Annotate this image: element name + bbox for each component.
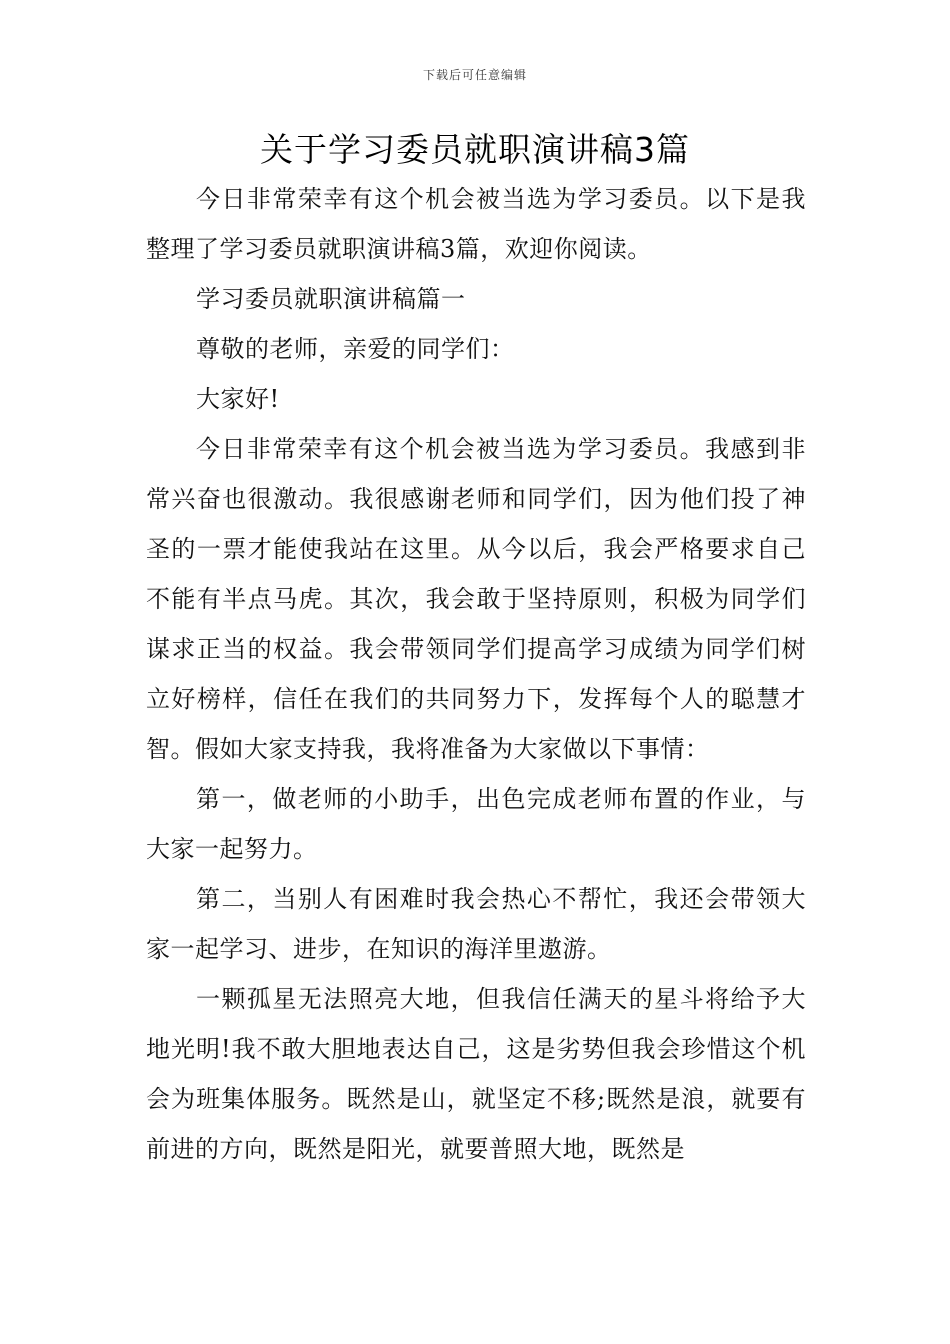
- intro-paragraph: 今日非常荣幸有这个机会被当选为学习委员。以下是我整理了学习委员就职演讲稿3篇，欢迎你阅读。: [146, 185, 806, 263]
- header-note: 下载后可任意编辑: [422, 68, 527, 82]
- salutation: 尊敬的老师，亲爱的同学们：: [196, 335, 515, 363]
- section-heading: 学习委员就职演讲稿篇一: [196, 285, 466, 313]
- document-title: 关于学习委员就职演讲稿3篇: [260, 130, 690, 169]
- body-paragraph: 今日非常荣幸有这个机会被当选为学习委员。我感到非常兴奋也很激动。我很感谢老师和同学们，因为他们投了神圣的一票才能使我站在这里。从今以后，我会严格要求自己不能有半点马虎。其次，我会敢于坚持原则，积极为同学们谋求正当的权益。我会带领同学们提高学习成绩为同学们树立好榜样，信任在我们的共同努力下，发挥每个人的聪慧才智。假如大家支持我，我将准备为大家做以下事情：: [146, 435, 806, 763]
- body-paragraph: 第二，当别人有困难时我会热心不帮忙，我还会带领大家一起学习、进步，在知识的海洋里遨游。: [146, 885, 806, 963]
- body-paragraph: 第一，做老师的小助手，出色完成老师布置的作业，与大家一起努力。: [146, 785, 806, 863]
- document-body: [146, 174, 806, 1174]
- body-paragraph: 一颗孤星无法照亮大地，但我信任满天的星斗将给予大地光明!我不敢大胆地表达自己，这是劣势但我会珍惜这个机会为班集体服务。既然是山，就坚定不移;既然是浪，就要有前进的方向，既然是阳光，就要普照大地，既然是: [146, 985, 806, 1163]
- greeting: 大家好!: [196, 385, 280, 413]
